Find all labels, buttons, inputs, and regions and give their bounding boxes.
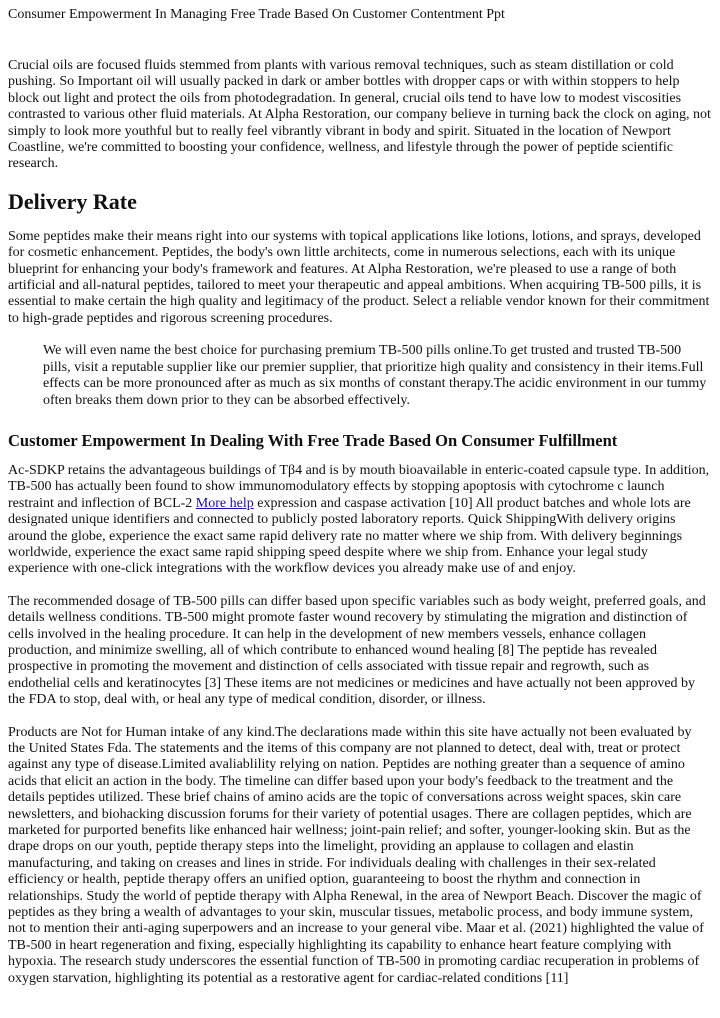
document-title: Consumer Empowerment In Managing Free Trade Based On Customer Contentment Ppt xyxy=(8,7,505,22)
section2-paragraph-2: The recommended dosage of TB-500 pills can differ based upon specific variables such as body weight, preferred goals, and details wellness conditions. TB-500 might promote faster wound recovery by stimulating the migration and distinction of cells involved in the healing procedure. It can help in the development of new members vessels, enhance collagen production, and minimize swelling, all of which contribute to enhanced wound healing [8] The peptide has revealed prospective in promoting the movement and distinction of cells associated with tissue repair and regrowth, such as endothelial cells and keratinocytes [3] These items are not medicines or medicines and have actually not been approved by the FDA to stop, deal with, or heal any type of medical condition, disorder, or illness. xyxy=(8,593,706,708)
paragraph-text: expression and caspase activation [10] All product batches and whole lots are designated unique identifiers and connected to publicly posted laboratory reports. Quick ShippingWith delivery origins around the globe, experience the exact same rapid delivery rate no matter where we ship from. With delivery beginnings worldwide, experience the exact same rapid shipping speed despite where we ship from. Enhance your legal study experience with one-click integrations with the workflow devices you already make use of and enjoy. xyxy=(8,495,691,577)
paragraph-text: Ac-SDKP retains the advantageous buildings of Tβ4 and is by mouth bioavailable in enteric-coated capsule type. In addition, TB-500 has actually been found to show immunomodulatory effects by stopping apoptosis with cytochrome c launch restraint and inflection of BCL-2 xyxy=(8,462,710,511)
delivery-rate-paragraph: Some peptides make their means right into our systems with topical applications like lotions, lotions, and sprays, developed for cosmetic enhancement. Peptides, the body's own little architects, come in numerous selections, each with its unique blueprint for enhancing your body's framework and features. At Alpha Restoration, we're pleased to use a range of both artificial and all-natural peptides, tailored to meet your therapeutic and appeal ambitions. When acquiring TB-500 pills, it is essential to make certain the high quality and legitimacy of the product. Select a reliable vendor known for their commitment to high-grade peptides and rigorous screening procedures. xyxy=(8,228,710,326)
section-heading-delivery-rate: Delivery Rate xyxy=(8,188,137,214)
intro-paragraph: Crucial oils are focused fluids stemmed from plants with various removal techniques, such as steam distillation or cold pushing. So Important oil will usually packed in dark or amber bottles with dropper caps or with within stoppers to help block out light and protect the oils from photodegradation. In general, crucial oils tend to have low to modest viscosities contrasted to various other fluid materials. At Alpha Restoration, our company believe in turning back the clock on aging, not simply to look more youthful but to really feel vibrantly vibrant in body and spirit. Situated in the location of Newport Coastline, we're committed to boosting your confidence, wellness, and lifestyle through the power of peptide scientific research. xyxy=(8,58,711,172)
more-help-link[interactable]: More help xyxy=(195,495,254,511)
section-heading-customer-empowerment: Customer Empowerment In Dealing With Free Trade Based On Consumer Fulfillment xyxy=(8,430,618,450)
blockquote-text: We will even name the best choice for purchasing premium TB-500 pills online.To get trusted and trusted TB-500 pills, visit a reputable supplier like our premier supplier, that prioritize high quality and consistency in their items.Full effects can be more pronounced after as much as six months of constant therapy.The acidic environment in our tummy often breaks them down prior to they can be absorbed effectively. xyxy=(43,343,707,408)
section2-paragraph-3: Products are Not for Human intake of any kind.The declarations made within this site have actually not been evaluated by the United States Fda. The statements and the items of this company are not planned to detect, deal with, treat or protect against any type of disease.Limited avaliablility relying on nation. Peptides are nothing greater than a sequence of amino acids that elicit an action in the body. The timeline can differ based upon your body's feedback to the treatment and the details peptides utilized. These brief chains of amino acids are the topic of conversations across weight spaces, skin care newsletters, and biohacking discussion forums for their variety of potential usages. There are collagen peptides, which are marketed for purported benefits like enhanced hair wellness; joint-pain relief; and softer, younger-looking skin. But as the drape drops on our youth, peptide therapy steps into the limelight, providing an applause to collagen and elastin manufacturing, and taking on creases and lines in stride. For individuals dealing with challenges in their sex-related efficiency or health, peptide therapy offers an unified option, guaranteeing to boost the rhythm and connection in relationships. Study the world of peptide therapy with Alpha Renewal, in the area of Newport Beach. Discover the magic of peptides as they bring a wealth of advantages to your skin, muscular tissues, metabolic process, and body immune system, not to mention their anti-aging superpowers and an increase to your general vibe. Maar et al. (2021) highlighted the value of TB-500 in heart regeneration and fixing, especially highlighting its capability to enhance heart feature complying with hypoxia. The research study underscores the essential function of TB-500 in promoting cardiac recuperation in problems of oxygen starvation, highlighting its potential as a restorative agent for cardiac-related conditions [11] xyxy=(8,724,704,986)
section2-paragraph-1 xyxy=(8,463,712,578)
blockquote xyxy=(43,343,712,409)
